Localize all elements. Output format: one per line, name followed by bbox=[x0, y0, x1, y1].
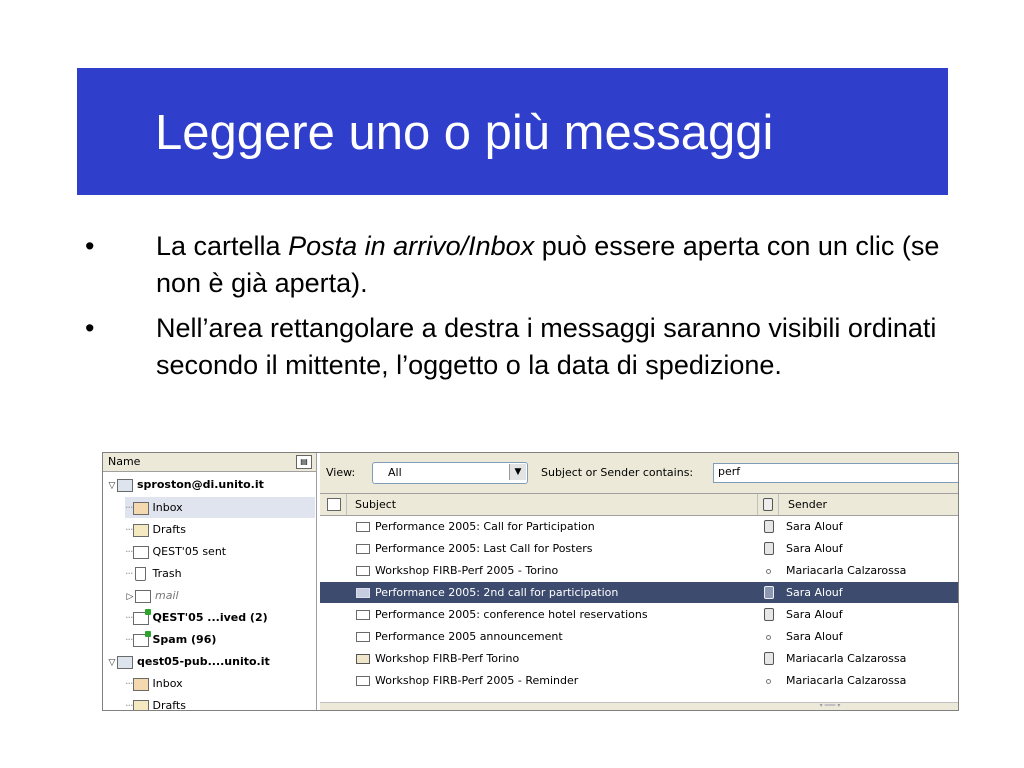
folder-label: Inbox bbox=[152, 677, 183, 690]
attachment-icon bbox=[764, 520, 774, 533]
mailbox-icon bbox=[117, 656, 133, 669]
envelope-icon bbox=[356, 522, 370, 532]
folder-label: sproston@di.unito.it bbox=[137, 478, 264, 491]
folder-pane bbox=[103, 453, 317, 710]
folder-account-qest05[interactable] bbox=[107, 651, 270, 672]
subject-column-header[interactable]: Subject bbox=[346, 494, 755, 515]
mailbox-icon bbox=[117, 479, 133, 492]
message-sender: Sara Alouf bbox=[786, 542, 843, 555]
view-label: View: bbox=[326, 466, 356, 479]
folder-inbox[interactable] bbox=[125, 497, 315, 518]
bullet-marker: • bbox=[85, 313, 95, 343]
forwarded-envelope-icon bbox=[356, 654, 370, 664]
folder-account-sproston[interactable] bbox=[107, 474, 264, 495]
sender-column-header[interactable]: Sender bbox=[788, 498, 827, 511]
folder-pane-header[interactable] bbox=[103, 453, 316, 472]
message-row[interactable] bbox=[320, 670, 958, 691]
drafts-icon bbox=[133, 700, 149, 712]
smart-folder-icon bbox=[133, 634, 149, 647]
message-subject: Workshop FIRB-Perf Torino bbox=[375, 652, 520, 665]
folder-icon bbox=[135, 590, 151, 603]
read-status-dot-icon bbox=[766, 635, 771, 640]
folder-label: Drafts bbox=[152, 699, 186, 711]
filter-toolbar bbox=[320, 453, 958, 494]
bullet-item bbox=[85, 228, 955, 302]
folder-label: Spam (96) bbox=[152, 633, 217, 646]
attachment-icon bbox=[764, 586, 774, 599]
message-row[interactable] bbox=[320, 560, 958, 581]
tree-connector: ··· bbox=[125, 545, 133, 558]
column-header-row bbox=[320, 494, 958, 516]
inbox-icon bbox=[133, 502, 149, 515]
trash-icon bbox=[135, 567, 146, 581]
folder-qest05-received[interactable] bbox=[125, 607, 268, 628]
folder-label: Trash bbox=[152, 567, 182, 580]
bullet-item bbox=[85, 310, 955, 384]
envelope-icon bbox=[356, 610, 370, 620]
folder-drafts-2[interactable] bbox=[125, 695, 186, 711]
tree-connector: ··· bbox=[125, 633, 133, 646]
smart-folder-icon bbox=[133, 612, 149, 625]
folder-label: QEST'05 sent bbox=[152, 545, 227, 558]
bullet-list bbox=[85, 228, 955, 392]
message-sender: Sara Alouf bbox=[786, 520, 843, 533]
search-label: Subject or Sender contains: bbox=[541, 466, 694, 479]
search-input[interactable] bbox=[714, 464, 957, 479]
message-row-selected[interactable] bbox=[320, 582, 958, 603]
envelope-icon bbox=[356, 588, 370, 598]
search-field[interactable] bbox=[713, 463, 959, 483]
folder-label: qest05-pub....unito.it bbox=[137, 655, 270, 668]
bullet-text: Nell’area rettangolare a destra i messaggi saranno visibili ordinati secondo il mittente, l’oggetto o la data di spedizione. bbox=[156, 313, 937, 380]
envelope-icon bbox=[356, 676, 370, 686]
message-subject: Performance 2005: Call for Participation bbox=[375, 520, 595, 533]
folder-label: Drafts bbox=[152, 523, 186, 536]
tree-connector: ··· bbox=[125, 677, 133, 690]
folder-mail[interactable] bbox=[125, 585, 179, 606]
inbox-icon bbox=[133, 678, 149, 691]
mail-client-screenshot bbox=[102, 452, 959, 711]
bullet-text: può essere aperta con un clic (se non è già aperta). bbox=[156, 231, 940, 298]
attachment-icon bbox=[764, 542, 774, 555]
bullet-emphasis: Posta in arrivo/Inbox bbox=[288, 231, 535, 261]
horizontal-scrollbar[interactable] bbox=[320, 702, 958, 710]
message-row[interactable] bbox=[320, 626, 958, 647]
thread-column-icon[interactable] bbox=[327, 498, 341, 511]
slide-title: Leggere uno o più messaggi bbox=[155, 106, 774, 160]
envelope-icon bbox=[356, 566, 370, 576]
folder-drafts[interactable] bbox=[125, 519, 186, 540]
message-row[interactable] bbox=[320, 538, 958, 559]
folder-icon bbox=[133, 546, 149, 559]
message-subject: Performance 2005 announcement bbox=[375, 630, 563, 643]
title-banner bbox=[77, 68, 948, 195]
view-selected-value: All bbox=[388, 466, 402, 479]
read-status-dot-icon bbox=[766, 679, 771, 684]
tree-connector: ··· bbox=[125, 523, 133, 536]
message-row[interactable] bbox=[320, 604, 958, 625]
tree-connector: ··· bbox=[125, 699, 133, 711]
message-subject: Workshop FIRB-Perf 2005 - Torino bbox=[375, 564, 559, 577]
expand-right-icon[interactable]: ▷ bbox=[126, 592, 134, 602]
dropdown-arrow-icon[interactable]: ▼ bbox=[509, 464, 526, 480]
folder-label: Inbox bbox=[152, 501, 183, 514]
view-dropdown[interactable] bbox=[372, 462, 528, 484]
attachment-icon bbox=[764, 608, 774, 621]
tree-connector: ··· bbox=[125, 501, 133, 514]
message-sender: Sara Alouf bbox=[786, 630, 843, 643]
scroll-grip-icon[interactable]: ▾ ═══ ▾ bbox=[819, 702, 841, 709]
bullet-marker: • bbox=[85, 231, 95, 261]
folder-qest05-sent[interactable] bbox=[125, 541, 226, 562]
message-subject: Performance 2005: Last Call for Posters bbox=[375, 542, 593, 555]
attachment-icon bbox=[764, 652, 774, 665]
attachment-icon bbox=[763, 498, 773, 511]
envelope-icon bbox=[356, 632, 370, 642]
bullet-text: La cartella bbox=[156, 231, 289, 261]
name-column-label: Name bbox=[108, 455, 141, 468]
message-sender: Sara Alouf bbox=[786, 608, 843, 621]
column-picker-icon[interactable]: ▤ bbox=[296, 455, 312, 469]
message-row[interactable] bbox=[320, 516, 958, 537]
folder-label: QEST'05 ...ived (2) bbox=[152, 611, 268, 624]
folder-label: mail bbox=[155, 589, 179, 602]
attachment-column-header[interactable] bbox=[757, 494, 779, 515]
tree-connector: ··· bbox=[125, 611, 133, 624]
folder-inbox-2[interactable] bbox=[125, 673, 183, 694]
message-subject: Performance 2005: 2nd call for participation bbox=[375, 586, 619, 599]
expand-down-icon[interactable]: ▽ bbox=[108, 658, 116, 668]
expand-down-icon[interactable]: ▽ bbox=[108, 481, 116, 491]
message-sender: Sara Alouf bbox=[786, 586, 843, 599]
message-pane bbox=[320, 453, 958, 710]
message-row[interactable] bbox=[320, 648, 958, 669]
folder-spam[interactable] bbox=[125, 629, 216, 650]
tree-connector: ··· bbox=[125, 567, 133, 580]
envelope-icon bbox=[356, 544, 370, 554]
message-sender: Mariacarla Calzarossa bbox=[786, 652, 907, 665]
message-sender: Mariacarla Calzarossa bbox=[786, 564, 907, 577]
read-status-dot-icon bbox=[766, 569, 771, 574]
message-sender: Mariacarla Calzarossa bbox=[786, 674, 907, 687]
folder-trash[interactable] bbox=[125, 563, 182, 584]
drafts-icon bbox=[133, 524, 149, 537]
message-subject: Performance 2005: conference hotel reservations bbox=[375, 608, 648, 621]
message-subject: Workshop FIRB-Perf 2005 - Reminder bbox=[375, 674, 579, 687]
